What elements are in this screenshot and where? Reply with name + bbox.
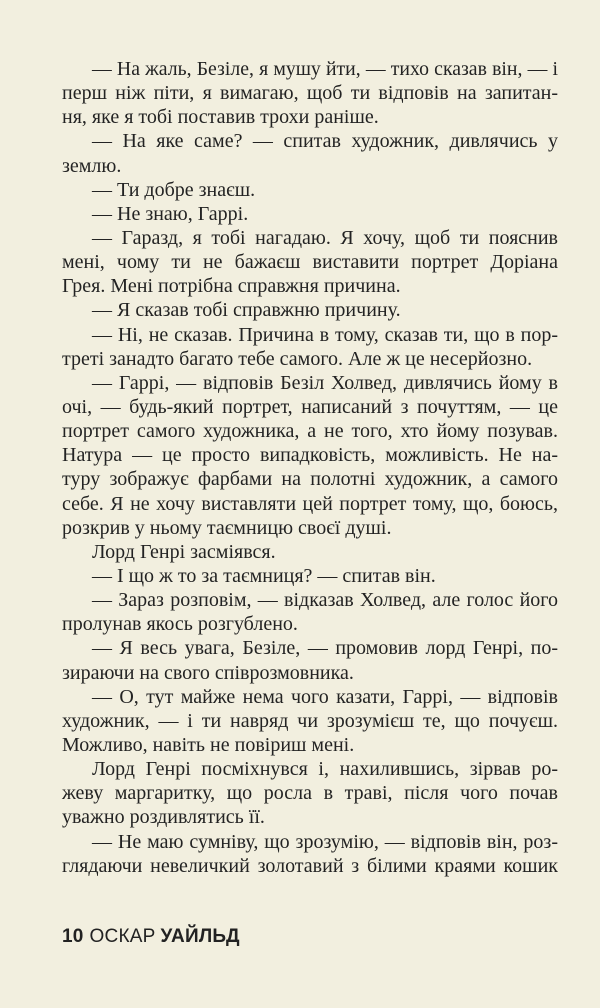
text-line: — Гаразд, я тобі нагадаю. Я хочу, щоб ти пояснив [92, 226, 558, 249]
text-line: розкрив у ньому таємницю своєї душі. [62, 516, 392, 539]
text-line: художник, — і ти навряд чи зрозумієш те, що почуєш. [62, 709, 558, 732]
text-line: зираючи на свого співрозмовника. [62, 661, 354, 684]
text-line: — Я весь увага, Безіле, — промовив лорд Генрі, по- [92, 637, 558, 660]
text-line: себе. Я не хочу виставляти цей портрет тому, що, боюсь, [62, 492, 558, 515]
author-last-name: УАЙЛЬД [160, 926, 240, 947]
body-text [62, 57, 558, 878]
text-line: — На яке саме? — спитав художник, дивлячись у [92, 130, 558, 153]
author-first-name: ОСКАР [89, 926, 156, 947]
text-line: перш ніж піти, я вимагаю, щоб ти відповів на запитан- [62, 82, 558, 105]
text-line: — Не маю сумніву, що зрозумію, — відповів він, роз- [92, 830, 558, 853]
text-line: Лорд Генрі посміхнувся і, нахилившись, зірвав ро- [92, 758, 558, 781]
text-line: мені, чому ти не бажаєш виставити портрет Доріана [62, 251, 558, 274]
page-number: 10 [62, 926, 84, 947]
text-line: — Зараз розповім, — відказав Холвед, але голос його [92, 589, 558, 612]
text-line: Грея. Мені потрібна справжня причина. [62, 275, 401, 298]
text-line: жеву маргаритку, що росла в траві, після чого почав [62, 782, 558, 805]
text-line: — О, тут майже нема чого казати, Гаррі, — відповів [92, 685, 558, 708]
text-line: — Я сказав тобі справжню причину. [92, 299, 401, 322]
text-line: глядаючи невеличкий золотавий з білими краями кошик [62, 854, 558, 877]
text-line: — На жаль, Безіле, я мушу йти, — тихо сказав він, — і [92, 58, 558, 80]
text-line: очі, — будь-який портрет, написаний з почуттям, — це [62, 395, 558, 418]
text-line: — Ти добре знаєш. [92, 178, 256, 201]
text-line: — Не знаю, Гаррі. [92, 202, 249, 225]
text-line: туру зображує фарбами на полотні художник, а самого [62, 468, 558, 491]
text-line: — Ні, не сказав. Причина в тому, сказав ти, що в пор- [92, 323, 558, 346]
text-line: ня, яке я тобі поставив трохи раніше. [62, 106, 379, 129]
text-line: треті занадто багато тебе самого. Але ж це несерйозно. [62, 347, 533, 370]
text-line: Лорд Генрі засміявся. [92, 540, 276, 563]
text-line: — Гаррі, — відповів Безіл Холвед, дивлячись йому в [92, 371, 558, 394]
text-line: пролунав якось розгублено. [62, 613, 298, 636]
text-line: землю. [62, 154, 122, 177]
text-line: Натура — це просто випадковість, можливість. Не на- [62, 444, 558, 467]
text-line: — І що ж то за таємниця? — спитав він. [92, 564, 436, 587]
text-line: Можливо, навіть не повіриш мені. [62, 733, 355, 756]
page-footer [62, 926, 240, 948]
text-line: портрет самого художника, а не того, хто йому позував. [62, 420, 558, 443]
text-line: уважно роздивлятись її. [62, 806, 265, 829]
